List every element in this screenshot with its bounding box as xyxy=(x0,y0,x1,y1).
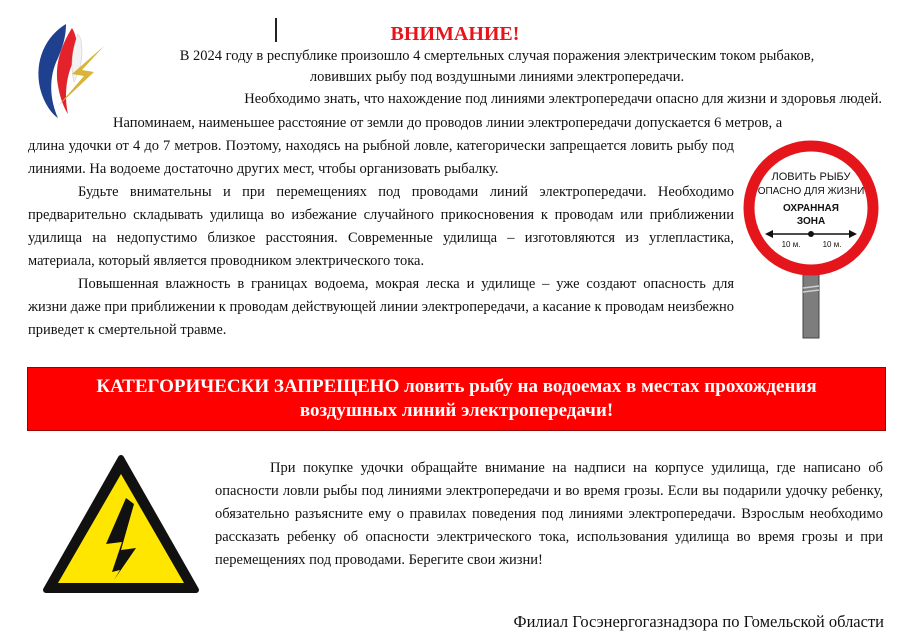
lightning-feather-logo-icon xyxy=(28,20,110,120)
paragraph-advice xyxy=(215,457,883,572)
sign-text-line3: ОХРАННАЯ xyxy=(783,203,839,214)
paragraph-stats-line2: ловивших рыбу под воздушными линиями электропередачи. xyxy=(309,69,685,85)
paragraph-humidity: Повышенная влажность в границах водоема, мокрая леска и удилище – уже создают опасность для жизни даже при приближении к проводам действующей линии электропередачи, а касание к проводам неизбежно приведет к смертельной травме. xyxy=(28,276,734,338)
paragraph-stats xyxy=(112,46,882,88)
paragraph-distance-rest: длина удочки от 4 до 7 метров. Поэтому, находясь на рыбной ловле, категорически запрещается ловить рыбу под линиями. На водоеме достаточно других мест, чтобы организовать рыбалку. xyxy=(28,138,734,177)
high-voltage-warning-icon xyxy=(40,452,202,597)
footer-signature: Филиал Госэнергогазнадзора по Гомельской области xyxy=(513,612,884,631)
page-title: ВНИМАНИЕ! xyxy=(390,23,520,45)
banner-line1: КАТЕГОРИЧЕСКИ ЗАПРЕЩЕНО ловить рыбу на водоемах в местах прохождения xyxy=(96,376,817,397)
protection-zone-sign xyxy=(735,140,885,340)
text-cursor xyxy=(275,18,277,42)
paragraph-advice-text: При покупке удочки обращайте внимание на надписи на корпусе удилища, где написано об опасности ловли рыбы под линиями электропередачи и во время грозы. Если вы подарили удочку ребенку, обязательно разъясните ему о правилах поведения под линиями электропередачи. Взрослым необходимо рассказать ребенку об опасности электрического тока, использования удилища во время грозы и при перемещениях под проводами. Берегите свои жизни! xyxy=(215,460,883,568)
paragraph-stats-line1: В 2024 году в республике произошло 4 смертельных случая поражения электрическим током рыбаков, xyxy=(179,48,815,64)
sign-dist-right: 10 м. xyxy=(822,240,842,249)
paragraph-danger: Необходимо знать, что нахождение под линиями электропередачи опасно для жизни и здоровья людей. xyxy=(244,91,882,107)
sign-text-line2: ОПАСНО ДЛЯ ЖИЗНИ xyxy=(757,186,865,197)
main-text-column xyxy=(28,138,734,342)
prohibition-banner xyxy=(27,367,886,431)
banner-line2: воздушных линий электропередачи! xyxy=(299,400,614,421)
sign-text-line1: ЛОВИТЬ РЫБУ xyxy=(771,171,851,183)
paragraph-distance-line1: Напоминаем, наименьшее расстояние от земли до проводов линии электропередачи допускается 6 метров, а xyxy=(113,115,783,131)
paragraph-distance-intro xyxy=(28,112,884,135)
sign-text-line4: ЗОНА xyxy=(796,216,826,227)
sign-dist-left: 10 м. xyxy=(781,240,801,249)
paragraph-attention: Будьте внимательны и при перемещениях под проводами линий электропередачи. Необходимо предварительно складывать удилища во избежание случайного прикосновения к проводам или приближении удилища на недопустимо близкое расстояния. Современные удилища – изготовляются из углепластика, материала, который является проводником электрического тока. xyxy=(28,184,734,269)
